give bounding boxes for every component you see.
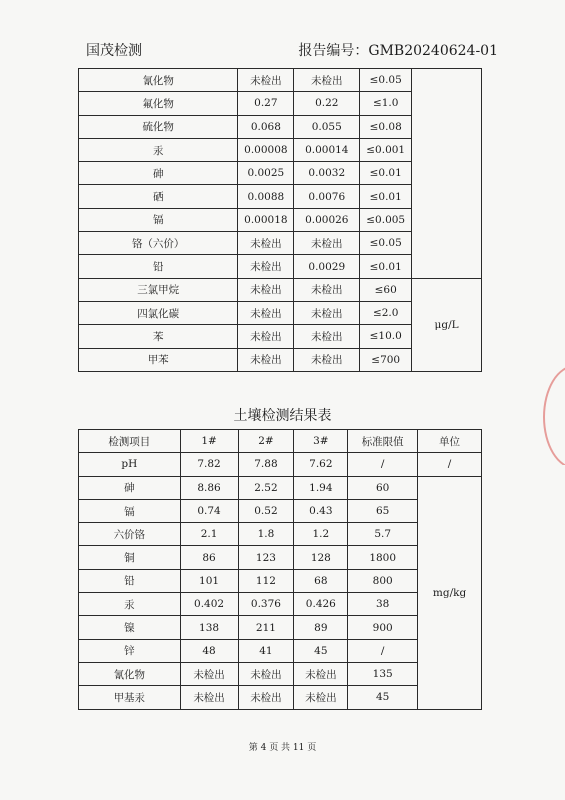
table-cell: 65 xyxy=(348,499,418,522)
item-name-cell: 汞 xyxy=(79,593,181,616)
table-cell: ≤0.01 xyxy=(360,255,412,278)
table-cell: 未检出 xyxy=(294,348,360,371)
table-cell: 0.0088 xyxy=(238,185,294,208)
red-seal-stamp xyxy=(539,365,565,465)
table-cell: 未检出 xyxy=(238,232,294,255)
item-name-cell: 甲基汞 xyxy=(79,686,181,709)
item-name-cell: 硫化物 xyxy=(79,115,238,138)
table-cell: 0.0025 xyxy=(238,162,294,185)
header-cell: 2# xyxy=(238,430,294,453)
table-cell: 0.52 xyxy=(238,499,294,522)
table-cell: 未检出 xyxy=(180,686,238,709)
item-name-cell: 镍 xyxy=(79,616,181,639)
item-name-cell: 氟化物 xyxy=(79,92,238,115)
header-cell: 3# xyxy=(294,430,348,453)
table-cell: 0.0029 xyxy=(294,255,360,278)
item-name-cell: 铅 xyxy=(79,569,181,592)
table-cell: 123 xyxy=(238,546,294,569)
table-cell: 60 xyxy=(348,476,418,499)
item-name-cell: 锌 xyxy=(79,639,181,662)
table-cell: ≤0.01 xyxy=(360,185,412,208)
water-results-table xyxy=(78,68,482,372)
table-cell: 800 xyxy=(348,569,418,592)
table-cell: 2.1 xyxy=(180,523,238,546)
item-name-cell: 甲苯 xyxy=(79,348,238,371)
table-cell: 0.27 xyxy=(238,92,294,115)
item-name-cell: 氰化物 xyxy=(79,662,181,685)
table-cell: 0.22 xyxy=(294,92,360,115)
item-name-cell: 三氯甲烷 xyxy=(79,278,238,301)
table-cell: 7.62 xyxy=(294,453,348,476)
table-cell: 0.00018 xyxy=(238,208,294,231)
item-name-cell: 六价铬 xyxy=(79,523,181,546)
table-cell: 5.7 xyxy=(348,523,418,546)
table-cell: 1.8 xyxy=(238,523,294,546)
table-cell: 211 xyxy=(238,616,294,639)
unit-cell-blank xyxy=(412,69,482,279)
table-cell: 68 xyxy=(294,569,348,592)
table-cell: 0.74 xyxy=(180,499,238,522)
table-cell: 0.00014 xyxy=(294,138,360,161)
table-cell: 未检出 xyxy=(238,325,294,348)
table-cell: ≤0.08 xyxy=(360,115,412,138)
table-cell: 8.86 xyxy=(180,476,238,499)
table-cell: 0.00026 xyxy=(294,208,360,231)
item-name-cell: 苯 xyxy=(79,325,238,348)
item-name-cell: 铜 xyxy=(79,546,181,569)
table-cell: 101 xyxy=(180,569,238,592)
table-cell: / xyxy=(418,453,482,476)
table-cell: 38 xyxy=(348,593,418,616)
table-cell: 未检出 xyxy=(294,232,360,255)
table-cell: 41 xyxy=(238,639,294,662)
header-cell: 标准限值 xyxy=(348,430,418,453)
table-cell: 1.94 xyxy=(294,476,348,499)
item-name-cell: 硒 xyxy=(79,185,238,208)
table-cell: 未检出 xyxy=(294,301,360,324)
table-cell: 112 xyxy=(238,569,294,592)
table-cell: 900 xyxy=(348,616,418,639)
table-cell: / xyxy=(348,453,418,476)
table-row xyxy=(79,476,482,499)
table-row xyxy=(79,69,482,92)
header-cell: 单位 xyxy=(418,430,482,453)
table-cell: 0.068 xyxy=(238,115,294,138)
ph-row xyxy=(79,453,482,476)
header-cell: 1# xyxy=(180,430,238,453)
table-cell: 未检出 xyxy=(238,662,294,685)
table-cell: 0.055 xyxy=(294,115,360,138)
soil-table-header-row xyxy=(79,430,482,453)
table-cell: 48 xyxy=(180,639,238,662)
soil-results-table xyxy=(78,429,482,710)
table-cell: 7.82 xyxy=(180,453,238,476)
item-name-cell: 砷 xyxy=(79,476,181,499)
table-cell: ≤0.005 xyxy=(360,208,412,231)
table-cell: / xyxy=(348,639,418,662)
table-cell: ≤60 xyxy=(360,278,412,301)
table-cell: 未检出 xyxy=(294,69,360,92)
table-cell: 2.52 xyxy=(238,476,294,499)
item-name-cell: 四氯化碳 xyxy=(79,301,238,324)
table-cell: 0.426 xyxy=(294,593,348,616)
table-cell: 0.402 xyxy=(180,593,238,616)
report-number: 报告编号：GMB20240624-01 xyxy=(298,43,498,59)
table-cell: 未检出 xyxy=(238,255,294,278)
table-cell: 未检出 xyxy=(238,301,294,324)
table-cell: 未检出 xyxy=(294,278,360,301)
table-cell: ≤1.0 xyxy=(360,92,412,115)
table-cell: ≤700 xyxy=(360,348,412,371)
table-cell: ≤2.0 xyxy=(360,301,412,324)
table-cell: 未检出 xyxy=(294,662,348,685)
table-cell: 未检出 xyxy=(294,325,360,348)
page-footer: 第 4 页 共 11 页 xyxy=(248,743,317,753)
table-cell: 138 xyxy=(180,616,238,639)
table-cell: 135 xyxy=(348,662,418,685)
table-cell: 0.0076 xyxy=(294,185,360,208)
item-name-cell: 铅 xyxy=(79,255,238,278)
table-cell: 45 xyxy=(294,639,348,662)
table-cell: ≤10.0 xyxy=(360,325,412,348)
table-cell: ≤0.05 xyxy=(360,69,412,92)
table-cell: 89 xyxy=(294,616,348,639)
table-cell: 未检出 xyxy=(238,686,294,709)
soil-table-title: 土壤检测结果表 xyxy=(233,408,332,424)
item-name-cell: 镉 xyxy=(79,499,181,522)
table-cell: 0.0032 xyxy=(294,162,360,185)
company-name: 国茂检测 xyxy=(86,43,142,59)
item-name-cell: 铬（六价） xyxy=(79,232,238,255)
table-cell: ≤0.05 xyxy=(360,232,412,255)
table-cell: 1800 xyxy=(348,546,418,569)
item-name-cell: 氰化物 xyxy=(79,69,238,92)
item-name-cell: 汞 xyxy=(79,138,238,161)
unit-cell: μg/L xyxy=(412,278,482,371)
table-cell: 未检出 xyxy=(238,278,294,301)
table-cell: 0.376 xyxy=(238,593,294,616)
table-cell: 未检出 xyxy=(238,348,294,371)
item-name-cell: 砷 xyxy=(79,162,238,185)
table-cell: 未检出 xyxy=(294,686,348,709)
table-cell: pH xyxy=(79,453,181,476)
table-cell: ≤0.001 xyxy=(360,138,412,161)
table-cell: 128 xyxy=(294,546,348,569)
table-cell: 1.2 xyxy=(294,523,348,546)
table-cell: 0.00008 xyxy=(238,138,294,161)
table-cell: 45 xyxy=(348,686,418,709)
unit-cell: mg/kg xyxy=(418,476,482,709)
table-cell: 86 xyxy=(180,546,238,569)
header-cell: 检测项目 xyxy=(79,430,181,453)
table-cell: ≤0.01 xyxy=(360,162,412,185)
table-cell: 0.43 xyxy=(294,499,348,522)
table-cell: 7.88 xyxy=(238,453,294,476)
table-cell: 未检出 xyxy=(180,662,238,685)
table-cell: 未检出 xyxy=(238,69,294,92)
item-name-cell: 镉 xyxy=(79,208,238,231)
table-row xyxy=(79,278,482,301)
